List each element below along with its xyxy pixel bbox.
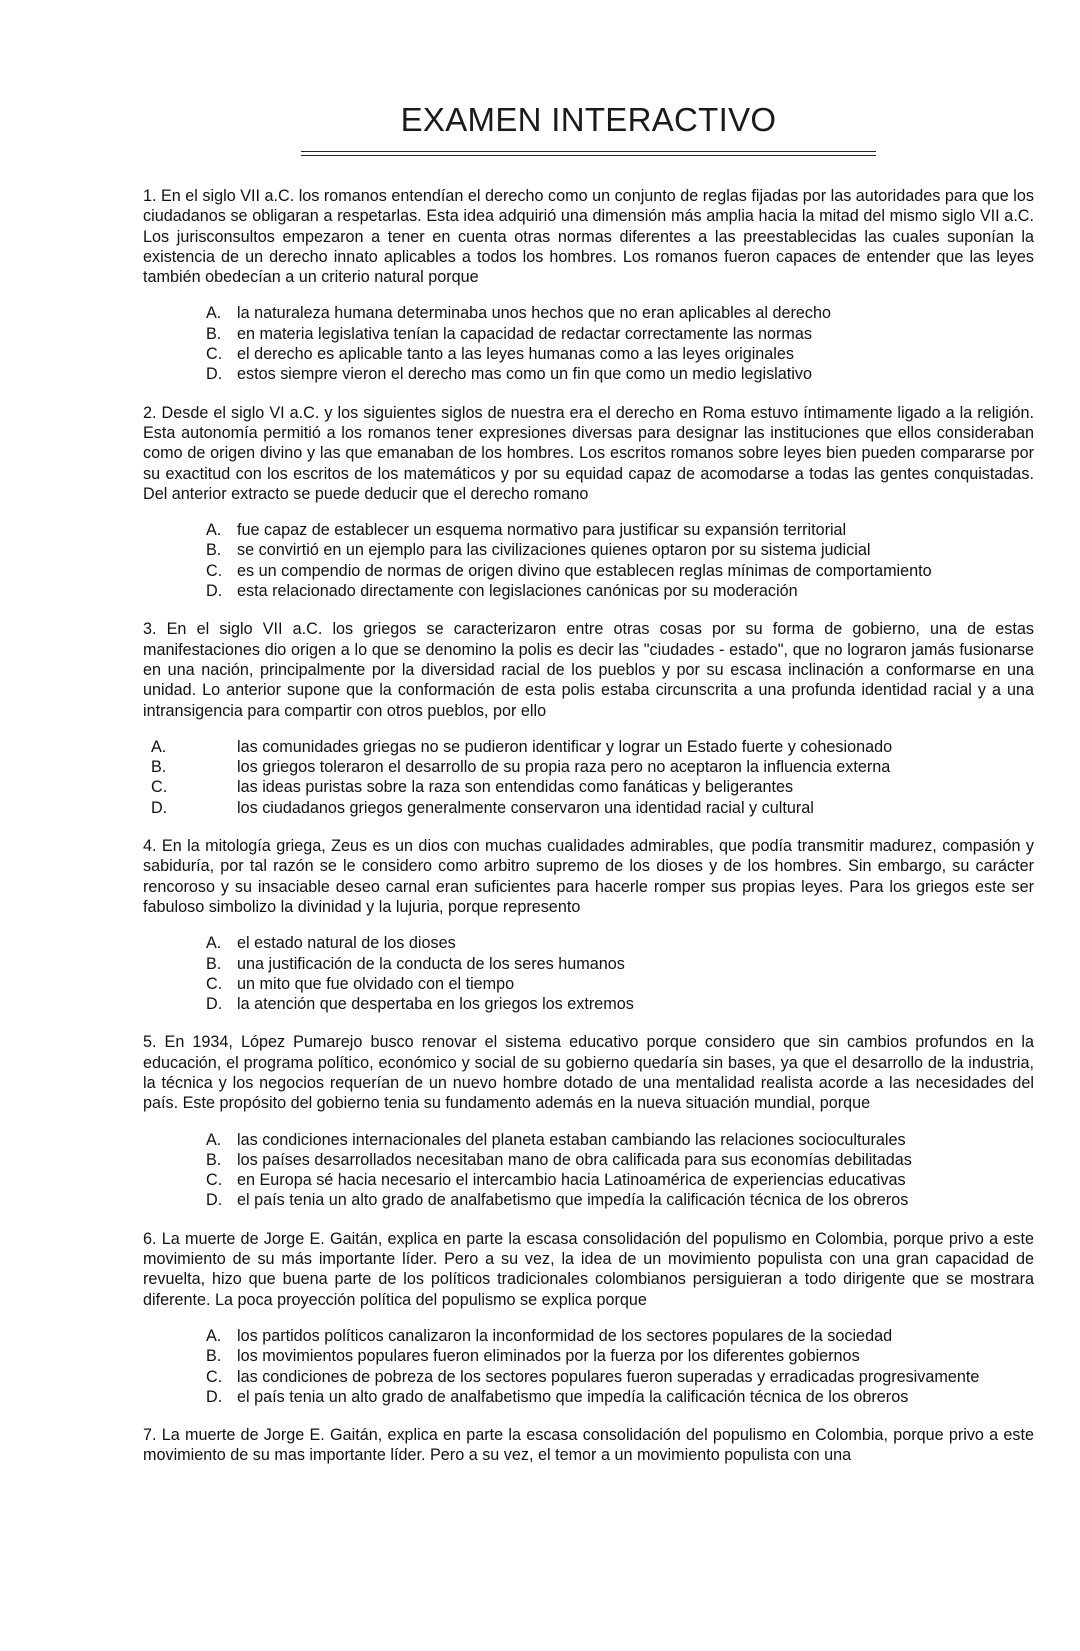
question-3-option-d[interactable]: D. los ciudadanos griegos generalmente conservaron una identidad racial y cultural xyxy=(151,798,814,817)
question-1-options xyxy=(143,303,1034,384)
question-3-option-c[interactable]: C. las ideas puristas sobre la raza son entendidas como fanáticas y beligerantes xyxy=(151,778,794,797)
question-5-option-c[interactable]: C. en Europa sé hacia necesario el intercambio hacia Latinoamérica de experiencias educativas xyxy=(206,1171,906,1190)
question-5-option-a[interactable]: A. las condiciones internacionales del planeta estaban cambiando las relaciones socioculturales xyxy=(206,1130,906,1149)
question-6-option-c[interactable]: C. las condiciones de pobreza de los sectores populares fueron superadas y erradicadas progresivamente xyxy=(206,1367,980,1386)
question-1-option-b[interactable]: B. en materia legislativa tenían la capacidad de redactar correctamente las normas xyxy=(206,324,812,343)
question-4-options xyxy=(143,933,1034,1014)
question-4-option-d[interactable]: D. la atención que despertaba en los griegos los extremos xyxy=(206,995,634,1014)
question-3-option-b[interactable]: B. los griegos toleraron el desarrollo de su propia raza pero no aceptaron la influencia externa xyxy=(151,758,891,777)
question-6-stem: 6. La muerte de Jorge E. Gaitán, explica en parte la escasa consolidación del populismo en Colombia, porque privo a este movimiento de su más importante líder. Pero a su vez, la idea de un movimiento populista con una gran capacidad de revuelta, hizo que buena parte de los políticos tradicionales colombianos persiguieran a todo dirigente que se mostrara diferente. La poca proyección política del populismo se explica porque xyxy=(143,1229,1034,1309)
question-4-option-b[interactable]: B. una justificación de la conducta de los seres humanos xyxy=(206,954,625,973)
question-2-stem: 2. Desde el siglo VI a.C. y los siguientes siglos de nuestra era el derecho en Roma estuvo íntimamente ligado a la religión. Esta autonomía permitió a los romanos tener expresiones diversas para designar las instituciones que ellos consideraban como de origen divino y las que emanaban de los hombres. Los escritos romanos sobre leyes bien pueden compararse por su exactitud con los escritos de los matemáticos y por su equidad capaz de acomodarse a todas las gentes conquistadas. Del anterior extracto se puede deducir que el derecho romano xyxy=(143,403,1034,503)
question-3-option-a[interactable]: A. las comunidades griegas no se pudieron identificar y lograr un Estado fuerte y cohesionado xyxy=(151,737,893,756)
question-5-stem: 5. En 1934, López Pumarejo busco renovar el sistema educativo porque considero que sin cambios profundos en la educación, el programa político, económico y social de su gobierno quedaría sin bases, ya que el desarrollo de la industria, la técnica y los negocios requerían de un nuevo hombre dotado de una mentalidad realista acorde a las necesidades del país. Este propósito del gobierno tenia su fundamento además en la nueva situación mundial, porque xyxy=(143,1033,1034,1113)
question-4-option-c[interactable]: C. un mito que fue olvidado con el tiempo xyxy=(206,974,515,993)
question-5-option-d[interactable]: D. el país tenia un alto grado de analfabetismo que impedía la calificación técnica de los obreros xyxy=(206,1191,909,1210)
question-2-option-b[interactable]: B. se convirtió en un ejemplo para las civilizaciones quienes optaron por su sistema judicial xyxy=(206,541,871,560)
page-title: EXAMEN INTERACTIVO xyxy=(400,101,777,138)
question-1-option-c[interactable]: C. el derecho es aplicable tanto a las leyes humanas como a las leyes originales xyxy=(206,345,794,364)
question-3-options xyxy=(143,737,1034,818)
question-6-option-a[interactable]: A. los partidos políticos canalizaron la inconformidad de los sectores populares de la sociedad xyxy=(206,1326,893,1345)
question-6-options xyxy=(143,1326,1034,1407)
question-6-option-d[interactable]: D. el país tenia un alto grado de analfabetismo que impedía la calificación técnica de los obreros xyxy=(206,1387,909,1406)
question-1-stem: 1. En el siglo VII a.C. los romanos entendían el derecho como un conjunto de reglas fijadas por las autoridades para que los ciudadanos se obligaran a respetarlas. Esta idea adquirió una dimensión más amplia hacia la mitad del mismo siglo VII a.C. Los jurisconsultos empezaron a tener en cuenta otras normas diferentes a las preestablecidas las cuales suponían la existencia de un derecho innato aplicables a todos los hombres. Los romanos fueron capaces de entender que las leyes también obedecían a un criterio natural porque xyxy=(143,187,1034,287)
question-4-option-a[interactable]: A. el estado natural de los dioses xyxy=(206,934,456,953)
question-5-options xyxy=(143,1130,1034,1211)
question-7-stem: 7. La muerte de Jorge E. Gaitán, explica en parte la escasa consolidación del populismo en Colombia, porque privo a este movimiento de su mas importante líder. Pero a su vez, el temor a un movimiento populista con una xyxy=(143,1426,1034,1465)
question-5-option-b[interactable]: B. los países desarrollados necesitaban mano de obra calificada para sus economías debilitadas xyxy=(206,1150,912,1169)
title-double-rule xyxy=(301,151,876,156)
question-4-stem: 4. En la mitología griega, Zeus es un dios con muchas cualidades admirables, que podía transmitir madurez, compasión y sabiduría, por tal razón se le considero como arbitro supremo de los dioses y de los hombres. Sin embargo, su carácter rencoroso y su insaciable deseo carnal eran suficientes para hacerle romper sus propias leyes. Para los griegos este ser fabuloso simbolizo la divinidad y la lujuria, porque represento xyxy=(143,837,1034,916)
question-2-option-c[interactable]: C. es un compendio de normas de origen divino que establecen reglas mínimas de comportamiento xyxy=(206,561,932,580)
question-2-option-d[interactable]: D. esta relacionado directamente con legislaciones canónicas por su moderación xyxy=(206,582,798,601)
question-2-options xyxy=(143,520,1034,601)
exam-page xyxy=(143,0,1034,1466)
question-2-option-a[interactable]: A. fue capaz de establecer un esquema normativo para justificar su expansión territorial xyxy=(206,521,847,540)
question-1-option-a[interactable]: A. la naturaleza humana determinaba unos hechos que no eran aplicables al derecho xyxy=(206,304,831,323)
question-3-stem: 3. En el siglo VII a.C. los griegos se caracterizaron entre otras cosas por su forma de gobierno, una de estas manifestaciones dio origen a lo que se denomino la polis es decir las "ciudades - estado", que no lograron jamás fusionarse en una nación, principalmente por la diversidad racial de los pueblos y por su escasa inclinación a conformarse en una unidad. Lo anterior supone que la conformación de esta polis estaba circunscrita a una profunda identidad racial y a una intransigencia para compartir con otros pueblos, por ello xyxy=(143,620,1034,720)
question-1-option-d[interactable]: D. estos siempre vieron el derecho mas como un fin que como un medio legislativo xyxy=(206,365,812,384)
question-6-option-b[interactable]: B. los movimientos populares fueron eliminados por la fuerza por los diferentes gobiernos xyxy=(206,1347,860,1366)
